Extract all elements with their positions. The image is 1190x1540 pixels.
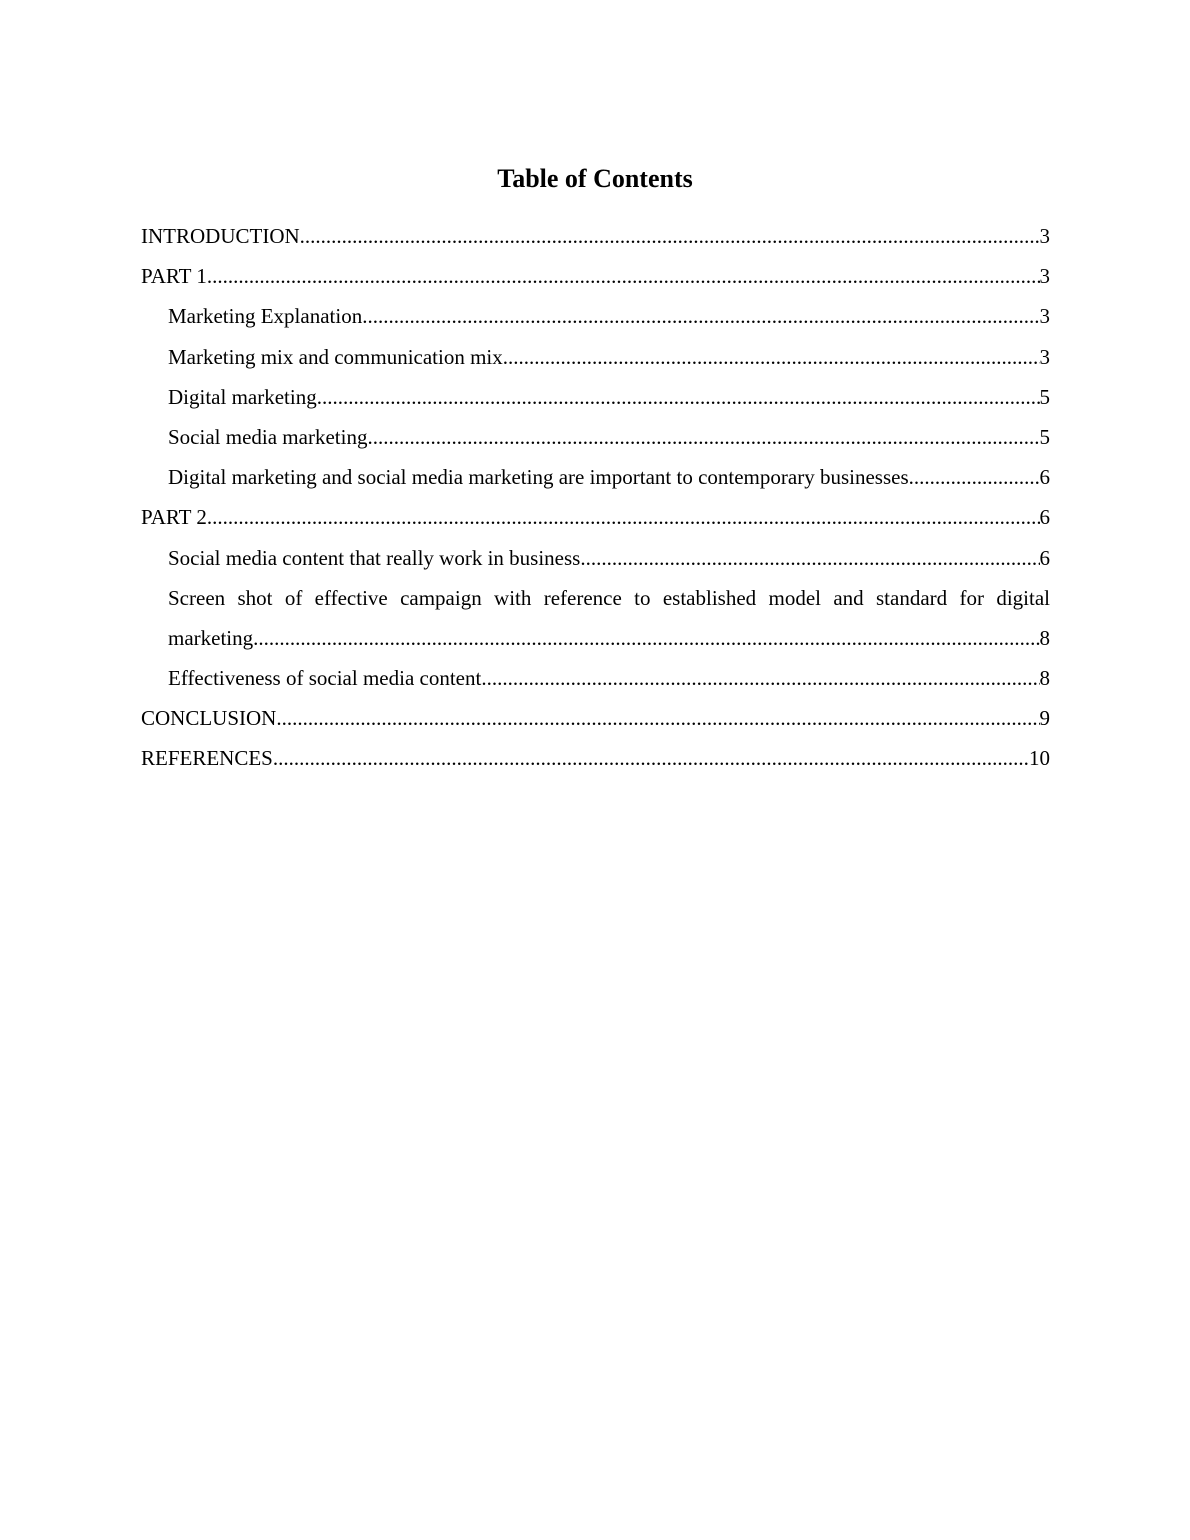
toc-entry-label: Marketing mix and communication mix [168,344,503,369]
toc-dot-leader [580,538,1039,578]
toc-entry-page: 3 [1039,264,1050,289]
toc-dot-leader [481,658,1039,698]
toc-entry-label: Digital marketing [168,384,317,409]
toc-entry-marketing-mix[interactable] [141,337,1050,377]
toc-entry-part-2[interactable] [141,497,1050,537]
toc-dot-leader [276,698,1039,738]
toc-entry-page: 10 [1029,746,1050,771]
toc-dot-leader [317,377,1040,417]
toc-entry-page: 6 [1039,505,1050,530]
toc-entry-label: PART 2 [141,505,207,530]
toc-entry-page: 9 [1039,706,1050,731]
toc-dot-leader [207,256,1040,296]
toc-entry-page: 8 [1039,666,1050,691]
toc-entry-page: 6 [1039,545,1050,570]
toc-entry-label: Social media content that really work in business [168,545,581,570]
toc-dot-leader [909,457,1040,497]
toc-dot-leader [362,296,1039,336]
toc-entry-page: 3 [1039,344,1050,369]
toc-entry-label: Social media marketing [168,424,368,449]
toc-entry-label: Effectiveness of social media content [168,666,482,691]
toc-entry-effectiveness[interactable] [141,658,1050,698]
toc-entry-page: 6 [1039,465,1050,490]
toc-entry-conclusion[interactable] [141,698,1050,738]
toc-entry-label: Marketing Explanation [168,304,363,329]
toc-entry-label: REFERENCES [141,746,273,771]
toc-entry-page: 3 [1039,304,1050,329]
toc-entry-label: CONCLUSION [141,706,277,731]
toc-entry-digital-marketing[interactable] [141,377,1050,417]
toc-entry-label: Digital marketing and social media marketing are important to contemporary businesses [168,465,909,490]
toc-entry-social-media-marketing[interactable] [141,417,1050,457]
toc-list [141,216,1050,779]
toc-dot-leader [273,738,1029,778]
toc-entry-page: 5 [1039,424,1050,449]
toc-entry-references[interactable] [141,738,1050,778]
toc-entry-label-line: Screen shot of effective campaign with reference to established model and standard for digital [168,585,1050,610]
toc-entry-part-1[interactable] [141,256,1050,296]
toc-entry-social-media-content[interactable] [141,538,1050,578]
toc-title: Table of Contents [497,164,693,193]
toc-entry-digital-and-social-importance[interactable] [141,457,1050,497]
toc-dot-leader [253,618,1039,658]
toc-entry-introduction[interactable] [141,216,1050,256]
toc-entry-label: PART 1 [141,264,207,289]
toc-dot-leader [300,216,1040,256]
toc-entry-page: 3 [1039,224,1050,248]
toc-entry-marketing-explanation[interactable] [141,296,1050,336]
toc-dot-leader [367,417,1039,457]
toc-dot-leader [207,497,1040,537]
toc-entry-label: INTRODUCTION [141,224,300,248]
toc-entry-page: 8 [1039,625,1050,650]
toc-entry-screen-shot-campaign[interactable] [141,578,1050,658]
toc-dot-leader [503,337,1040,377]
toc-entry-page: 5 [1039,384,1050,409]
toc-entry-label: marketing [168,625,254,650]
